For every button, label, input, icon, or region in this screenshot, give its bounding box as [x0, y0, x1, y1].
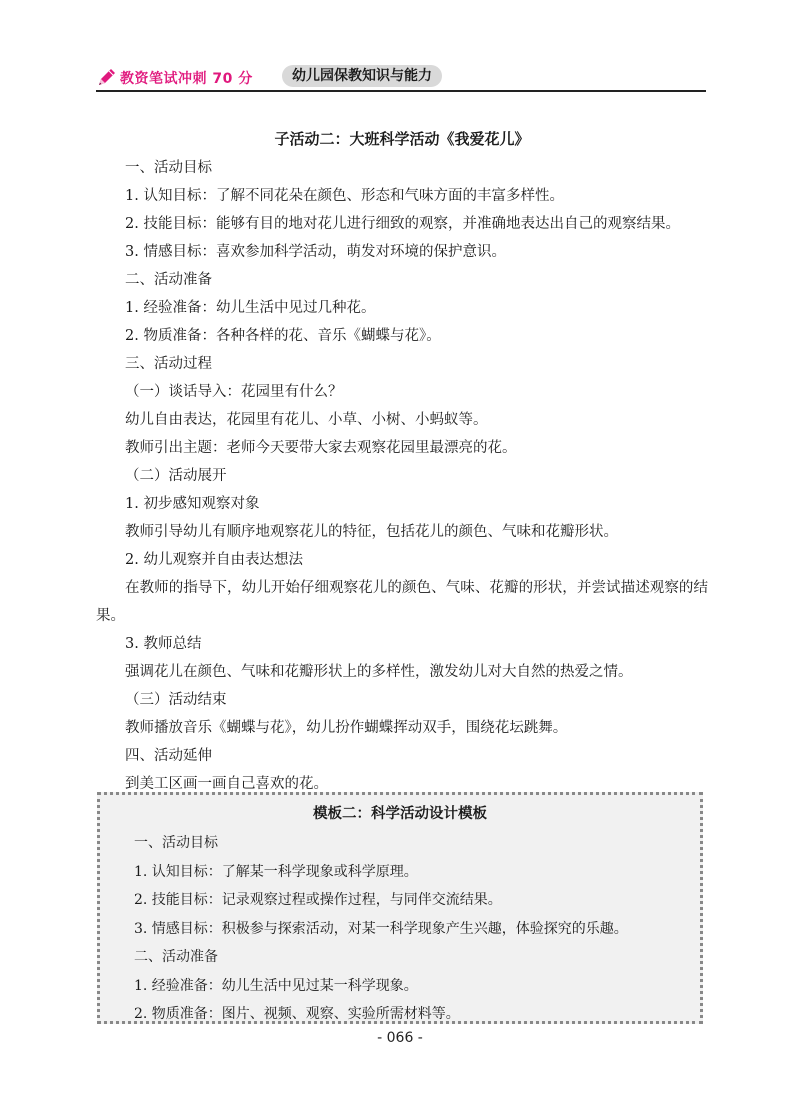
section-line: 1. 初步感知观察对象: [125, 496, 260, 512]
section-line: 幼儿自由表达，花园里有花儿、小草、小树、小蚂蚁等。: [125, 412, 488, 428]
section-line: 教师引导幼儿有顺序地观察花儿的特征，包括花儿的颜色、气味和花瓣形状。: [125, 524, 618, 540]
book-brand: 教资笔试冲刺 70 分: [120, 71, 253, 87]
section-line: （一）谈话导入：花园里有什么？: [125, 384, 343, 400]
header-divider: [96, 90, 706, 92]
section-line: 四、活动延伸: [125, 748, 212, 764]
pencil-icon: [96, 66, 118, 88]
section-line: 2. 技能目标：能够有目的地对花儿进行细致的观察，并准确地表达出自己的观察结果。: [125, 216, 680, 232]
section-line: （三）活动结束: [125, 692, 227, 708]
section-line: （二）活动展开: [125, 468, 227, 484]
section-line: 三、活动过程: [125, 356, 212, 372]
section-line: 二、活动准备: [125, 272, 212, 288]
page-number: - 066 -: [377, 1030, 423, 1046]
subject-badge: 幼儿园保教知识与能力: [282, 65, 442, 87]
section-title: 子活动二：大班科学活动《我爱花儿》: [274, 130, 530, 148]
template-line: 1. 认知目标：了解某一科学现象或科学原理。: [134, 863, 418, 880]
section-line: 教师引出主题：老师今天要带大家去观察花园里最漂亮的花。: [125, 440, 517, 456]
section-line: 3. 情感目标：喜欢参加科学活动，萌发对环境的保护意识。: [125, 244, 506, 260]
section-line: 一、活动目标: [125, 160, 212, 176]
template-title: 模板二：科学活动设计模板: [313, 806, 487, 822]
section-line: 3. 教师总结: [125, 636, 202, 652]
section-line: 1. 经验准备：幼儿生活中见过几种花。: [125, 300, 376, 316]
page-header: [96, 64, 706, 92]
template-box: [97, 792, 703, 1024]
section-line: 强调花儿在颜色、气味和花瓣形状上的多样性，激发幼儿对大自然的热爱之情。: [125, 664, 633, 680]
section-paragraph: 在教师的指导下，幼儿开始仔细观察花儿的颜色、气味、花瓣的形状，并尝试描述观察的结果。: [96, 580, 708, 624]
section-line: 1. 认知目标：了解不同花朵在颜色、形态和气味方面的丰富多样性。: [125, 188, 564, 204]
template-line: 2. 物质准备：图片、视频、观察、实验所需材料等。: [134, 1006, 460, 1022]
section-line: 2. 幼儿观察并自由表达想法: [125, 552, 303, 568]
section-line: 2. 物质准备：各种各样的花、音乐《蝴蝶与花》。: [125, 328, 441, 344]
section-line: 教师播放音乐《蝴蝶与花》，幼儿扮作蝴蝶挥动双手，围绕花坛跳舞。: [125, 720, 568, 736]
template-line: 1. 经验准备：幼儿生活中见过某一科学现象。: [134, 977, 418, 994]
section-line: 到美工区画一画自己喜欢的花。: [125, 776, 328, 792]
activity-section: [96, 124, 708, 798]
template-line: 3. 情感目标：积极参与探索活动，对某一科学现象产生兴趣，体验探究的乐趣。: [134, 920, 628, 937]
template-line: 二、活动准备: [134, 949, 218, 965]
template-line: 一、活动目标: [134, 835, 218, 851]
template-line: 2. 技能目标：记录观察过程或操作过程，与同伴交流结果。: [134, 892, 502, 908]
